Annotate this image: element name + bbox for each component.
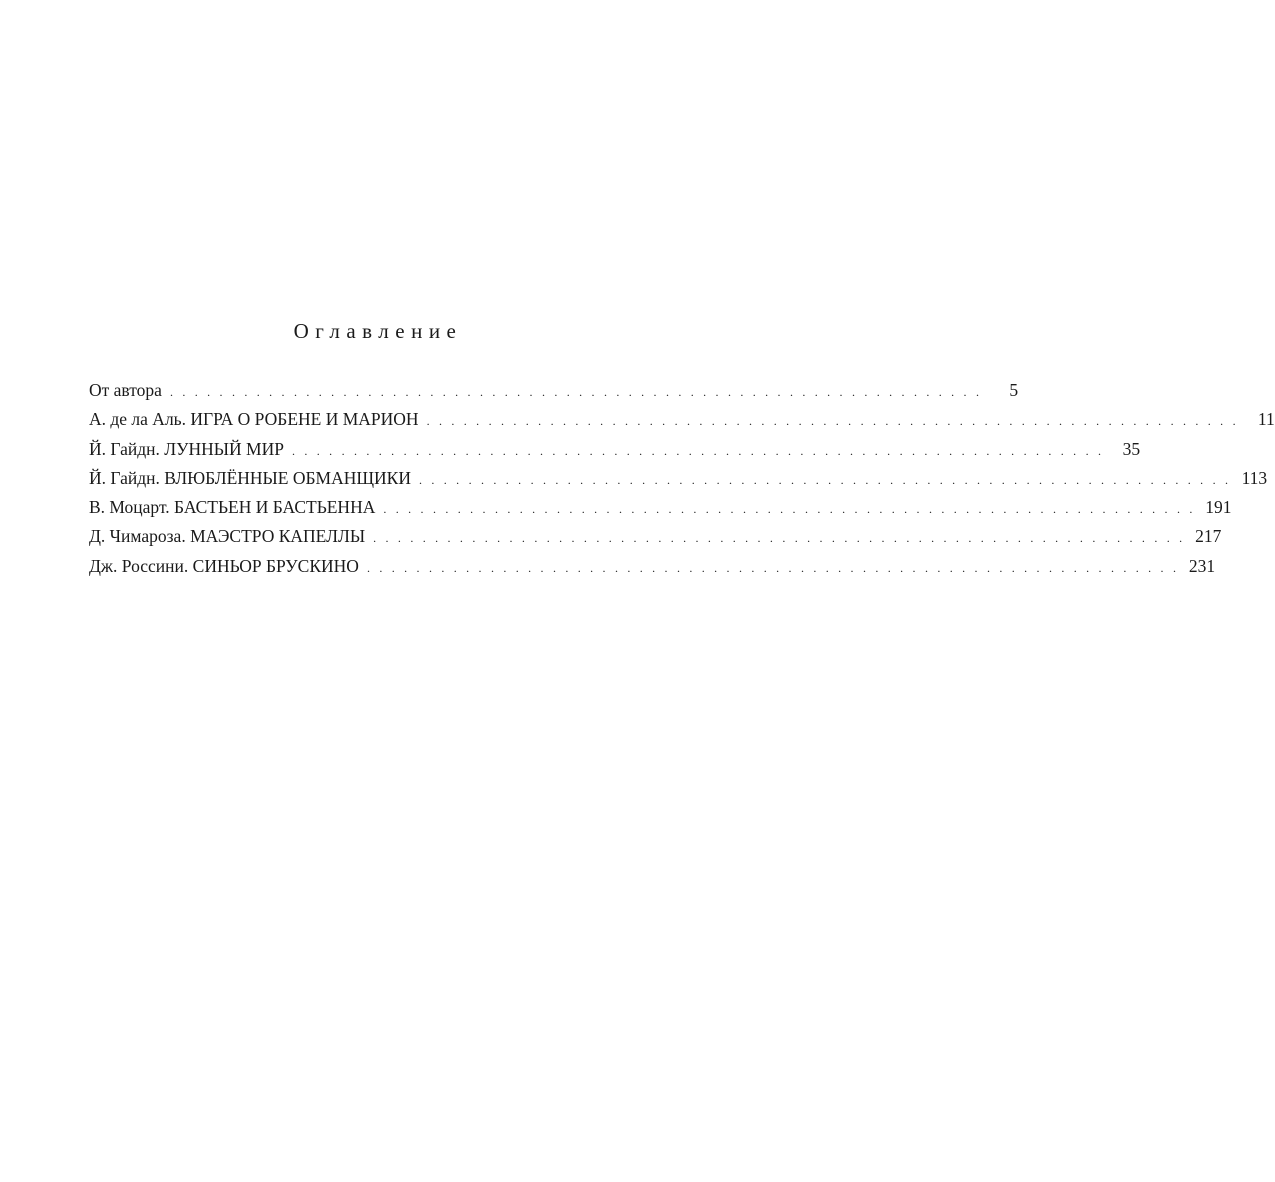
toc-leader-dots: . . . . . . . . . . . . . . . . . . . . . . . . . . . . . . . . . . . . . . . . . . . . . . . . . . . . . . . . . . . . . . . . . .: [373, 531, 1186, 546]
toc-entry-page: 5: [1009, 380, 1019, 400]
toc-entry-title: Д. Чимароза. МАЭСТРО КАПЕЛЛЫ: [89, 526, 366, 547]
toc-entry-page: 11: [1257, 409, 1275, 430]
toc-entry-title: В. Моцарт. БАСТЬЕН И БАСТЬЕННА: [89, 497, 376, 518]
toc-entry-page: 191: [1205, 497, 1232, 518]
toc-entry: [89, 522, 1222, 551]
toc-entry: [89, 464, 1268, 493]
toc-entry-title: Й. Гайдн. ВЛЮБЛЁННЫЕ ОБМАНЩИКИ: [89, 467, 411, 488]
toc-entry-page: 113: [1241, 467, 1268, 488]
toc-title: Оглавление: [293, 319, 463, 343]
toc-leader-dots: . . . . . . . . . . . . . . . . . . . . . . . . . . . . . . . . . . . . . . . . . . . . . . . . . . . . . . . . . . . . . . . . . .: [426, 414, 1239, 429]
toc-leader-dots: . . . . . . . . . . . . . . . . . . . . . . . . . . . . . . . . . . . . . . . . . . . . . . . . . . . . . . . . . . . . . . . . . .: [291, 443, 1105, 458]
toc-entry-title: А. де ла Аль. ИГРА О РОБЕНЕ И МАРИОН: [89, 409, 419, 430]
toc-entry-title: От автора: [89, 380, 162, 400]
toc-entry-page: 35: [1122, 438, 1141, 459]
toc-entry-page: 217: [1195, 526, 1222, 547]
toc-leader-dots: . . . . . . . . . . . . . . . . . . . . . . . . . . . . . . . . . . . . . . . . . . . . . . . . . . . . . . . . . . . . . . . . . .: [418, 472, 1232, 487]
toc-entry-page: 231: [1188, 555, 1216, 576]
toc-entry: [89, 552, 1216, 581]
toc-leader-dots: . . . . . . . . . . . . . . . . . . . . . . . . . . . . . . . . . . . . . . . . . . . . . . . . . . . . . . . . . . . . . . . . . .: [169, 385, 983, 399]
toc-entry: [89, 493, 1232, 522]
toc-entry: [89, 435, 1141, 464]
toc-leader-dots: . . . . . . . . . . . . . . . . . . . . . . . . . . . . . . . . . . . . . . . . . . . . . . . . . . . . . . . . . . . . . . . . . .: [366, 560, 1180, 575]
toc-list: [89, 376, 1275, 581]
toc-entry-title: Й. Гайдн. ЛУННЫЙ МИР: [89, 438, 284, 459]
toc-entry: [89, 405, 1275, 434]
toc-entry-title: Дж. Россини. СИНЬОР БРУСКИНО: [89, 555, 359, 576]
toc-entry: [89, 376, 1019, 405]
toc-leader-dots: . . . . . . . . . . . . . . . . . . . . . . . . . . . . . . . . . . . . . . . . . . . . . . . . . . . . . . . . . . . . . . . . . .: [383, 502, 1196, 517]
